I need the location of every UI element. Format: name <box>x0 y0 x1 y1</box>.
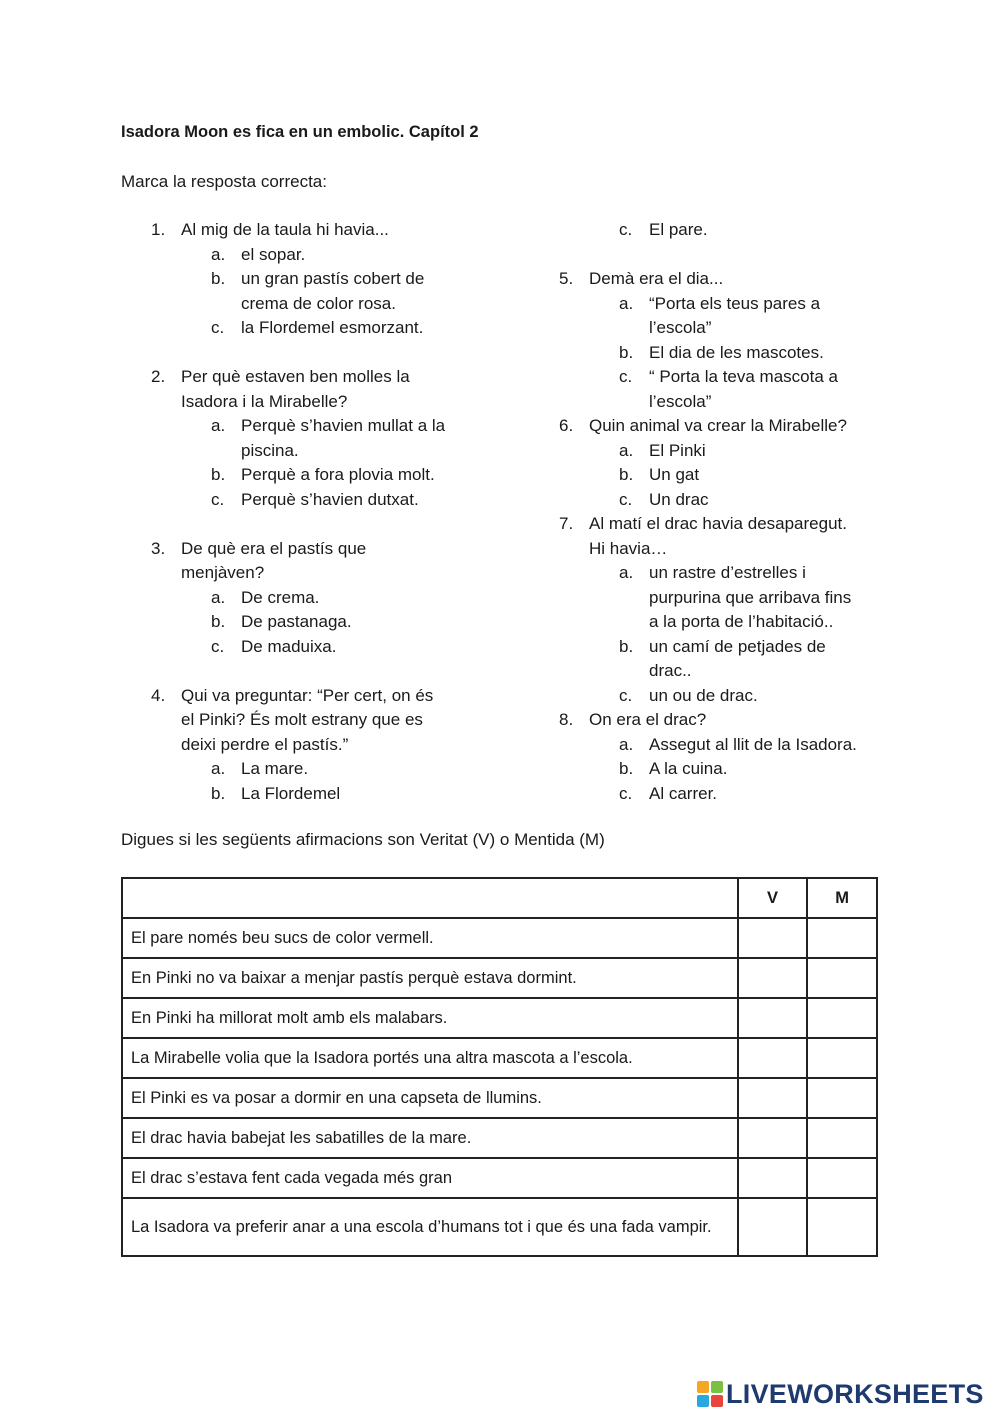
option-letter: c. <box>619 685 633 705</box>
m-answer-cell[interactable] <box>807 1198 877 1256</box>
option-text: Un drac <box>649 489 709 509</box>
m-answer-cell[interactable] <box>807 1118 877 1158</box>
option-text: “Porta els teus pares a <box>649 293 821 313</box>
option-text: crema de color rosa. <box>241 293 396 313</box>
logo-square <box>711 1381 723 1393</box>
table-row <box>122 1038 877 1078</box>
question-text: Per què estaven ben molles la <box>181 367 410 386</box>
option-text: La mare. <box>241 759 309 778</box>
option-text: un gran pastís cobert de <box>241 269 425 288</box>
option-text: el sopar. <box>241 244 306 264</box>
option-letter: a. <box>619 734 634 754</box>
option-letter: a. <box>619 563 634 582</box>
option-text: A la cuina. <box>649 759 728 778</box>
option-text: a la porta de l’habitació.. <box>649 612 834 631</box>
option-text: Al carrer. <box>649 783 718 803</box>
logo-icon <box>697 1381 723 1407</box>
option-text: El pare. <box>649 220 708 239</box>
m-answer-cell[interactable] <box>807 998 877 1038</box>
option-letter: b. <box>619 342 634 362</box>
option-text: De crema. <box>241 587 320 607</box>
m-answer-cell[interactable] <box>807 1078 877 1118</box>
m-answer-cell[interactable] <box>807 1158 877 1198</box>
v-answer-cell[interactable] <box>738 998 808 1038</box>
m-answer-cell[interactable] <box>807 1038 877 1078</box>
option-text: la Flordemel esmorzant. <box>241 318 424 337</box>
v-answer-cell[interactable] <box>738 1118 808 1158</box>
table-header-row <box>122 878 877 918</box>
option-letter: a. <box>211 416 226 435</box>
question-number: 3. <box>151 538 166 558</box>
question-text: On era el drac? <box>589 710 707 729</box>
option-text: La Flordemel <box>241 783 341 803</box>
option-text: De pastanaga. <box>241 612 352 631</box>
statement-cell: El drac s’estava fent cada vegada més gran <box>122 1158 738 1198</box>
option-text: Perquè s’havien dutxat. <box>241 489 419 509</box>
logo-text: LIVEWORKSHEETS <box>726 1378 984 1409</box>
question-text: el Pinki? És molt estrany que es <box>181 710 423 729</box>
option-letter: b. <box>619 759 634 778</box>
question-number: 1. <box>151 220 166 239</box>
option-letter: c. <box>619 783 633 803</box>
option-letter: c. <box>211 489 225 509</box>
question-number: 5. <box>559 269 574 288</box>
option-text: Assegut al llit de la Isadora. <box>649 734 857 754</box>
question-number: 8. <box>559 710 574 729</box>
v-answer-cell[interactable] <box>738 1158 808 1198</box>
table-row <box>122 1078 877 1118</box>
question-text: Hi havia… <box>589 538 668 558</box>
instruction-multiple-choice: Marca la resposta correcta: <box>121 172 327 191</box>
m-answer-cell[interactable] <box>807 918 877 958</box>
true-false-table <box>121 877 878 1257</box>
option-letter: a. <box>211 587 226 607</box>
v-answer-cell[interactable] <box>738 918 808 958</box>
option-text: l’escola” <box>649 318 712 337</box>
question-number: 6. <box>559 416 574 435</box>
logo-square <box>711 1395 723 1407</box>
option-text: l’escola” <box>649 391 712 411</box>
option-text: drac.. <box>649 661 692 680</box>
option-letter: c. <box>619 220 633 239</box>
m-answer-cell[interactable] <box>807 958 877 998</box>
statement-cell: La Isadora va preferir anar a una escola d’humans tot i que és una fada vampir. <box>122 1198 738 1256</box>
option-text: El Pinki <box>649 440 706 460</box>
question-text: deixi perdre el pastís.” <box>181 734 349 754</box>
question-text: Demà era el dia... <box>589 269 724 288</box>
table-row <box>122 998 877 1038</box>
option-letter: b. <box>211 783 226 803</box>
v-answer-cell[interactable] <box>738 1078 808 1118</box>
question-text: De què era el pastís que <box>181 538 367 558</box>
option-text: El dia de les mascotes. <box>649 342 824 362</box>
table-row <box>122 1158 877 1198</box>
table-row <box>122 958 877 998</box>
option-letter: b. <box>211 465 226 484</box>
table-row <box>122 1118 877 1158</box>
option-text: piscina. <box>241 440 299 460</box>
option-text: Perquè s’havien mullat a la <box>241 416 446 435</box>
option-text: un rastre d’estrelles i <box>649 563 806 582</box>
statement-cell: El pare només beu sucs de color vermell. <box>122 918 738 958</box>
option-letter: a. <box>619 293 634 313</box>
liveworksheets-logo <box>697 1378 984 1410</box>
instruction-true-false: Digues si les següents afirmacions son Veritat (V) o Mentida (M) <box>121 830 605 849</box>
table-row <box>122 918 877 958</box>
question-text: Al mig de la taula hi havia... <box>181 220 389 239</box>
v-answer-cell[interactable] <box>738 1038 808 1078</box>
option-letter: b. <box>211 612 226 631</box>
option-letter: c. <box>619 367 633 386</box>
statement-cell: El Pinki es va posar a dormir en una capseta de llumins. <box>122 1078 738 1118</box>
statement-cell: El drac havia babejat les sabatilles de la mare. <box>122 1118 738 1158</box>
v-answer-cell[interactable] <box>738 958 808 998</box>
question-text: Quin animal va crear la Mirabelle? <box>589 416 847 435</box>
option-letter: c. <box>619 489 633 509</box>
option-letter: c. <box>211 636 225 656</box>
option-text: un camí de petjades de <box>649 636 826 656</box>
statement-cell: La Mirabelle volia que la Isadora portés una altra mascota a l’escola. <box>122 1038 738 1078</box>
statement-cell: En Pinki ha millorat molt amb els malabars. <box>122 998 738 1038</box>
option-text: Un gat <box>649 465 700 484</box>
question-number: 2. <box>151 367 166 386</box>
logo-square <box>697 1395 709 1407</box>
option-letter: b. <box>619 465 634 484</box>
option-letter: b. <box>211 269 226 288</box>
v-answer-cell[interactable] <box>738 1198 808 1256</box>
option-text: Perquè a fora plovia molt. <box>241 465 435 484</box>
option-letter: a. <box>211 759 226 778</box>
header-m: M <box>807 878 877 918</box>
worksheet-title: Isadora Moon es fica en un embolic. Capítol 2 <box>121 123 479 141</box>
header-statement-cell <box>122 878 738 918</box>
logo-square <box>697 1381 709 1393</box>
option-text: purpurina que arribava fins <box>649 587 852 607</box>
question-text: menjàven? <box>181 563 265 582</box>
question-number: 7. <box>559 514 574 533</box>
option-text: De maduixa. <box>241 636 337 656</box>
statement-cell: En Pinki no va baixar a menjar pastís perquè estava dormint. <box>122 958 738 998</box>
header-v: V <box>738 878 808 918</box>
question-number: 4. <box>151 685 166 705</box>
option-text: “ Porta la teva mascota a <box>649 367 838 386</box>
option-letter: a. <box>211 244 226 264</box>
option-letter: b. <box>619 636 634 656</box>
question-text: Isadora i la Mirabelle? <box>181 391 348 411</box>
question-text: Al matí el drac havia desaparegut. <box>589 514 847 533</box>
option-letter: c. <box>211 318 225 337</box>
table-row <box>122 1198 877 1256</box>
option-text: un ou de drac. <box>649 685 758 705</box>
option-letter: a. <box>619 440 634 460</box>
question-text: Qui va preguntar: “Per cert, on és <box>181 685 434 705</box>
